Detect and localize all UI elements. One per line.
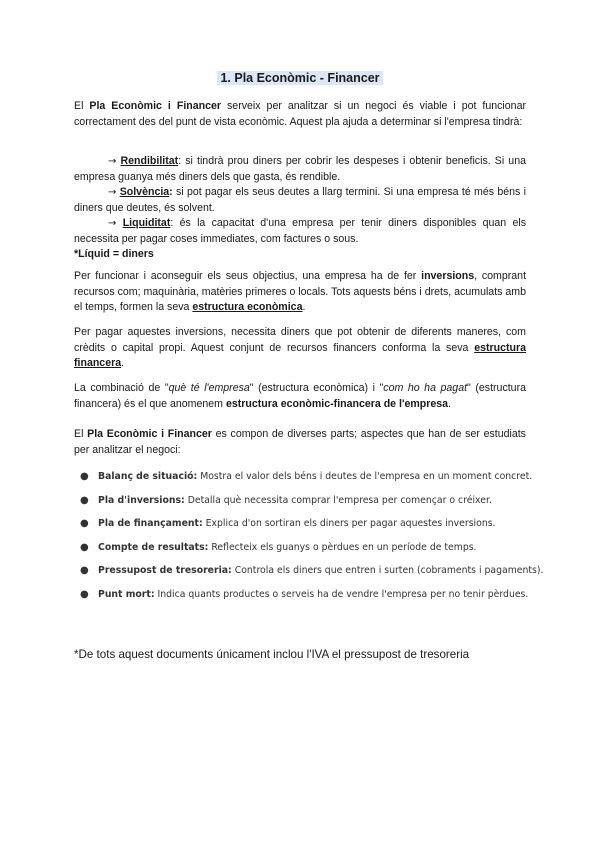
combinacio-paragraph: La combinació de "què té l'empresa" (estructura econòmica) i "com ho ha pagat" (estructura financera) és el que anomenem estructura econòmic-financera de l'empresa. xyxy=(74,382,526,410)
list-item: ● Punt mort: Indica quants productes o serveis ha de vendre l'empresa per no tenir pèrdues. xyxy=(80,588,529,600)
arrow-icon: → xyxy=(108,218,117,229)
arrow-icon: → xyxy=(108,187,117,198)
inversions-paragraph: Per funcionar i aconseguir els seus objectius, una empresa ha de fer inversions, comprant recursos com; maquinària, matèries primeres o locals. Tots aquests béns i drets, acumulats amb el temps, formen la seva estructura econòmica. xyxy=(74,270,527,313)
concept-liquiditat: → Liquiditat: és la capacitat d'una empresa per tenir diners disponibles quan els necessita per pagar coses immediates, com factures o sous. xyxy=(74,217,526,245)
footnote: *De tots aquest documents únicament inclou l'IVA el pressupost de tresoreria xyxy=(74,648,470,661)
concept-rendibilitat: → Rendibilitat: si tindrà prou diners per cobrir les despeses i obtenir beneficis. Si una empresa guanya més diners dels que gasta, és rendible. xyxy=(74,155,526,183)
plan-name-bold: Pla Econòmic i Financer xyxy=(89,100,222,112)
bullet-icon: ● xyxy=(80,471,89,482)
concept-solvencia: → Solvència: si pot pagar els seus deutes a llarg termini. Si una empresa té més béns i diners que deutes, és solvent. xyxy=(74,186,526,214)
section-title: 1. Pla Econòmic - Financer xyxy=(74,71,526,85)
bullet-icon: ● xyxy=(80,541,89,553)
bullet-icon: ● xyxy=(80,518,89,529)
list-item: ● Pressupost de tresoreria: Controla els diners que entren i surten (cobraments i pagaments). xyxy=(80,565,544,576)
liquid-note: *Líquid = diners xyxy=(74,248,154,260)
financera-paragraph: Per pagar aquestes inversions, necessita diners que pot obtenir de diferents maneres, com crèdits o capital propi. Aquest conjunt de recursos financers conforma la seva estructura financera. xyxy=(74,326,526,369)
parts-paragraph: El Pla Econòmic i Financer es compon de diverses parts; aspectes que han de ser estudiats per analitzar el negoci: xyxy=(74,428,526,456)
concepts-list xyxy=(74,154,526,263)
list-item: ● Pla d'inversions: Detalla què necessita comprar l'empresa per començar o créixer. xyxy=(80,494,492,506)
intro-paragraph: El Pla Econòmic i Financer serveix per analitzar si un negoci és viable i pot funcionar correctament des del punt de vista econòmic. Aquest pla ajuda a determinar si l'empresa tindrà: xyxy=(74,100,526,128)
bullet-icon: ● xyxy=(80,565,89,576)
bullet-icon: ● xyxy=(80,588,89,600)
bullet-icon: ● xyxy=(80,494,89,506)
list-item: ● Balanç de situació: Mostra el valor dels béns i deutes de l'empresa en un moment concret. xyxy=(80,471,533,482)
list-item: ● Pla de finançament: Explica d'on sortiran els diners per pagar aquestes inversions. xyxy=(80,518,496,529)
arrow-icon: → xyxy=(108,156,117,167)
list-item: ● Compte de resultats: Reflecteix els guanys o pèrdues en un període de temps. xyxy=(80,541,477,553)
parts-list xyxy=(74,470,544,611)
